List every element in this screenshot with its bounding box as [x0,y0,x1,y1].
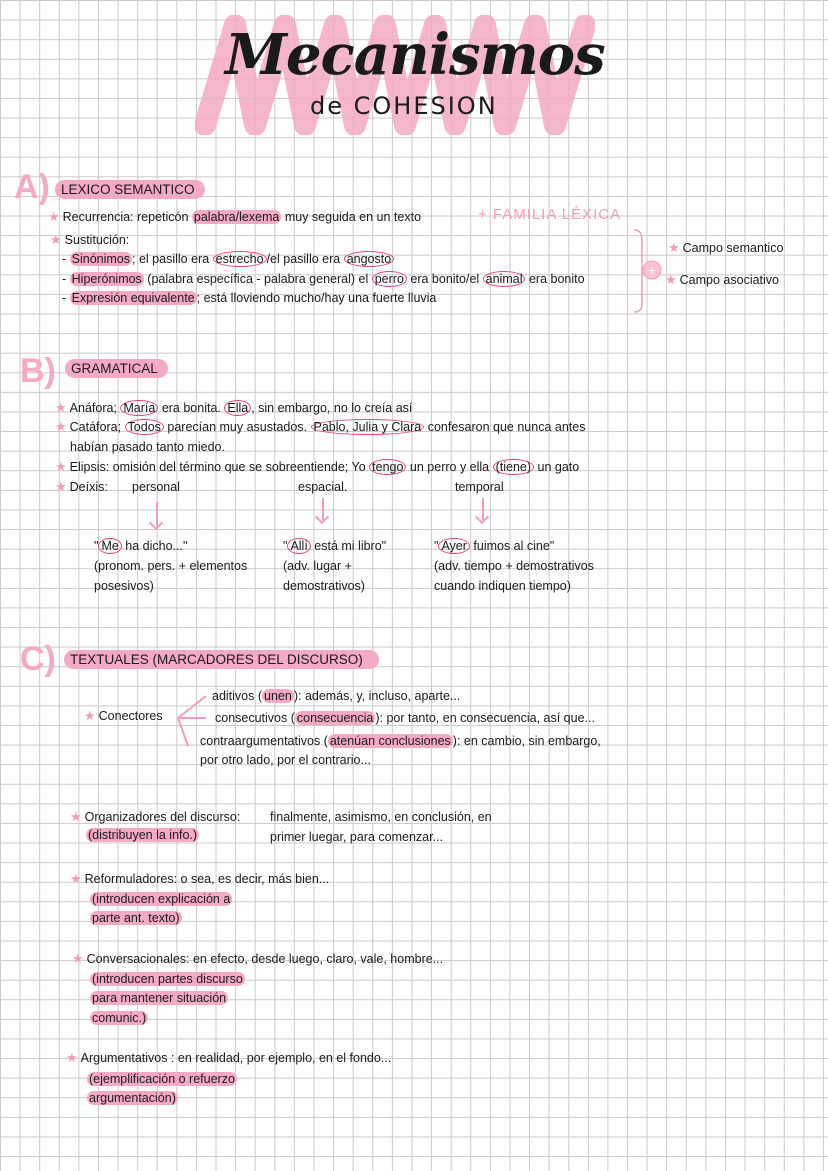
text-segment: ; el pasillo era [132,252,213,266]
arrow-down-icon [482,498,484,520]
svg-text:+: + [647,262,657,278]
text-segment: Anáfora; [69,401,121,415]
text-segment: aditivos ( [212,689,263,703]
highlighted-text: para mantener situación [92,991,227,1005]
circled-word: Allí [287,538,310,554]
star-icon: ★ [70,809,82,824]
deixis-espacial-desc2: demostrativos) [283,579,365,593]
highlighted-text: parte ant. texto) [92,911,180,925]
text-segment: muy seguida en un texto [281,210,422,224]
circled-word: Ella [224,400,251,416]
text-segment: un perro y ella [406,460,493,474]
section-c-letter: C) [20,640,56,678]
highlighted-text: atenúan conclusiones [329,734,451,748]
deixis-temporal: temporal [455,480,504,494]
star-icon: ★ [55,419,67,434]
conectores-text: Conectores [98,709,163,723]
line-aditivos [212,687,460,705]
highlighted-text: (ejemplificación o refuerzo [89,1072,235,1086]
highlighted-text: comunic.) [92,1011,147,1025]
star-icon: ★ [55,459,67,474]
text-segment: Reformuladores: o sea, es decir, más bien... [84,872,330,886]
conectores-label [84,707,163,725]
page-title: Mecanismos [225,22,605,88]
star-icon: ★ [55,479,67,494]
line-hiperonimos [62,270,585,288]
deixis-temporal-example [434,537,554,555]
text-segment: ): en cambio, sin embargo, [452,734,601,748]
highlighted-text: Sinónimos [71,252,131,266]
familia-lexica-note: + FAMILIA LÉXICA [478,206,622,223]
text-segment: Elipsis: omisión del término que se sobreentiende; Yo [69,460,370,474]
reformuladores-desc [90,890,232,908]
highlighted-text: Expresión equivalente [71,291,195,305]
conversacionales-title [72,950,443,968]
arrow-down-icon [322,498,324,520]
campo-asociativo [665,271,779,289]
argumentativos-desc2 [87,1089,178,1107]
deixis-personal-example [94,537,187,555]
arrow-down-icon [156,502,158,526]
circled-word: (tiene) [493,459,534,475]
text-segment: " [94,539,99,553]
text-segment: " [283,539,288,553]
deixis-personal: personal [132,480,180,494]
star-icon: ★ [84,708,96,723]
text-segment: - [62,291,70,305]
campo-semantico [668,239,783,257]
line-catafora-cont [70,438,225,456]
deixis-espacial-example [283,537,386,555]
star-icon: ★ [70,871,82,886]
reformuladores-title [70,870,329,888]
organizadores-examples [270,808,492,826]
line-contraargumentativos [200,732,601,750]
text-segment: , sin embargo, no lo creía así [251,401,413,415]
deixis-personal-desc2: posesivos) [94,579,154,593]
star-icon: ★ [48,209,60,224]
star-icon: ★ [50,232,62,247]
highlighted-text: palabra/lexema [193,210,280,224]
text-segment: Argumentativos : en realidad, por ejemplo, en el fondo... [80,1051,392,1065]
text-segment: era bonito/el [406,272,483,286]
section-a-letter: A) [14,168,50,206]
circled-word: perro [372,271,407,287]
section-b-heading: GRAMATICAL [65,359,168,378]
highlighted-text: Hiperónimos [71,272,142,286]
reformuladores-desc-cont [90,909,182,927]
text-segment: un gato [534,460,580,474]
text-segment: (palabra específica - palabra general) el [143,272,372,286]
star-icon: ★ [668,240,680,255]
text-segment: - [62,252,70,266]
highlighted-text: (introducen partes discurso [92,972,243,986]
text-segment: era bonito [525,272,585,286]
deixis-espacial-desc: (adv. lugar + [283,559,352,573]
text-segment: parecían muy asustados. [163,420,311,434]
text-segment: " [434,539,439,553]
deixis-temporal-desc2: cuando indiquen tiempo) [434,579,571,593]
section-b-letter: B) [20,352,56,390]
deixis-personal-desc: (pronom. pers. + elementos [94,559,248,573]
text-segment: contraargumentativos ( [200,734,328,748]
organizadores-desc [86,826,199,844]
circled-word: María [120,400,158,416]
line-elipsis [55,458,579,476]
text-segment: por otro lado, por el contrario... [200,753,371,767]
section-c-heading: TEXTUALES (MARCADORES DEL DISCURSO) [64,650,379,669]
line-deixis [55,478,108,496]
conversacionales-desc [90,970,245,988]
highlighted-text: consecuencia [296,711,374,725]
text-segment: está mi libro" [310,539,387,553]
page-subtitle: de COHESION [310,92,498,120]
argumentativos-desc [87,1070,237,1088]
circled-word: tengo [369,459,406,475]
organizadores-title [70,808,240,826]
deixis-temporal-desc: (adv. tiempo + demostrativos [434,559,594,573]
star-icon: ★ [66,1050,78,1065]
text-segment: ; está lloviendo mucho/hay una fuerte lluvia [196,291,437,305]
line-sustitucion [50,231,129,249]
organizadores-examples-cont [270,828,443,846]
text-segment: Catáfora; [69,420,125,434]
text-segment: Deíxis: [69,480,108,494]
line-anafora [55,399,412,417]
text-segment: /el pasillo era [266,252,344,266]
line-sinonimos [62,250,394,268]
text-segment: habían pasado tanto miedo. [70,440,225,454]
circled-word: Ayer [438,538,469,554]
line-expresion [62,289,436,307]
highlighted-text: unen [264,689,292,703]
campo-asociativo-label: Campo asociativo [679,273,780,287]
conversacionales-desc3 [90,1009,148,1027]
bracket-icon [630,228,670,313]
text-segment: ): además, y, incluso, aparte... [293,689,461,703]
text-segment: Conversacionales: en efecto, desde luego, claro, vale, hombre... [86,952,444,966]
highlighted-text: argumentación) [89,1091,176,1105]
circled-word: animal [483,271,526,287]
highlighted-text: (distribuyen la info.) [88,828,198,842]
line-contraargumentativos-cont [200,751,371,769]
circled-word: Todos [125,419,164,435]
text-segment: Organizadores del discurso: [84,810,241,824]
text-segment: consecutivos ( [215,711,295,725]
text-segment: finalmente, asimismo, en conclusión, en [270,810,492,824]
deixis-espacial: espacial. [298,480,348,494]
star-icon: ★ [55,400,67,415]
text-segment: primer luegar, para comenzar... [270,830,443,844]
highlighted-text: (introducen explicación a [92,892,231,906]
star-icon: ★ [665,272,677,287]
argumentativos-title [66,1049,391,1067]
line-consecutivos [215,709,595,727]
line-catafora [55,418,585,436]
text-segment: ha dicho..." [121,539,188,553]
circled-word: Pablo, Julia y Clara [311,419,425,435]
conversacionales-desc2 [90,989,228,1007]
circled-word: angosto [344,251,394,267]
text-segment: ): por tanto, en consecuencia, así que... [375,711,595,725]
text-segment: Sustitución: [64,233,130,247]
text-segment: confesaron que nunca antes [424,420,586,434]
line-recurrencia [48,208,421,226]
circled-word: estrecho [213,251,267,267]
text-segment: fuimos al cine" [469,539,555,553]
text-segment: era bonita. [158,401,225,415]
text-segment: Recurrencia: repeticón [62,210,192,224]
circled-word: Me [98,538,121,554]
section-a-heading: LEXICO SEMANTICO [55,180,205,199]
campo-semantico-label: Campo semantico [682,241,784,255]
star-icon: ★ [72,951,84,966]
text-segment: - [62,272,70,286]
